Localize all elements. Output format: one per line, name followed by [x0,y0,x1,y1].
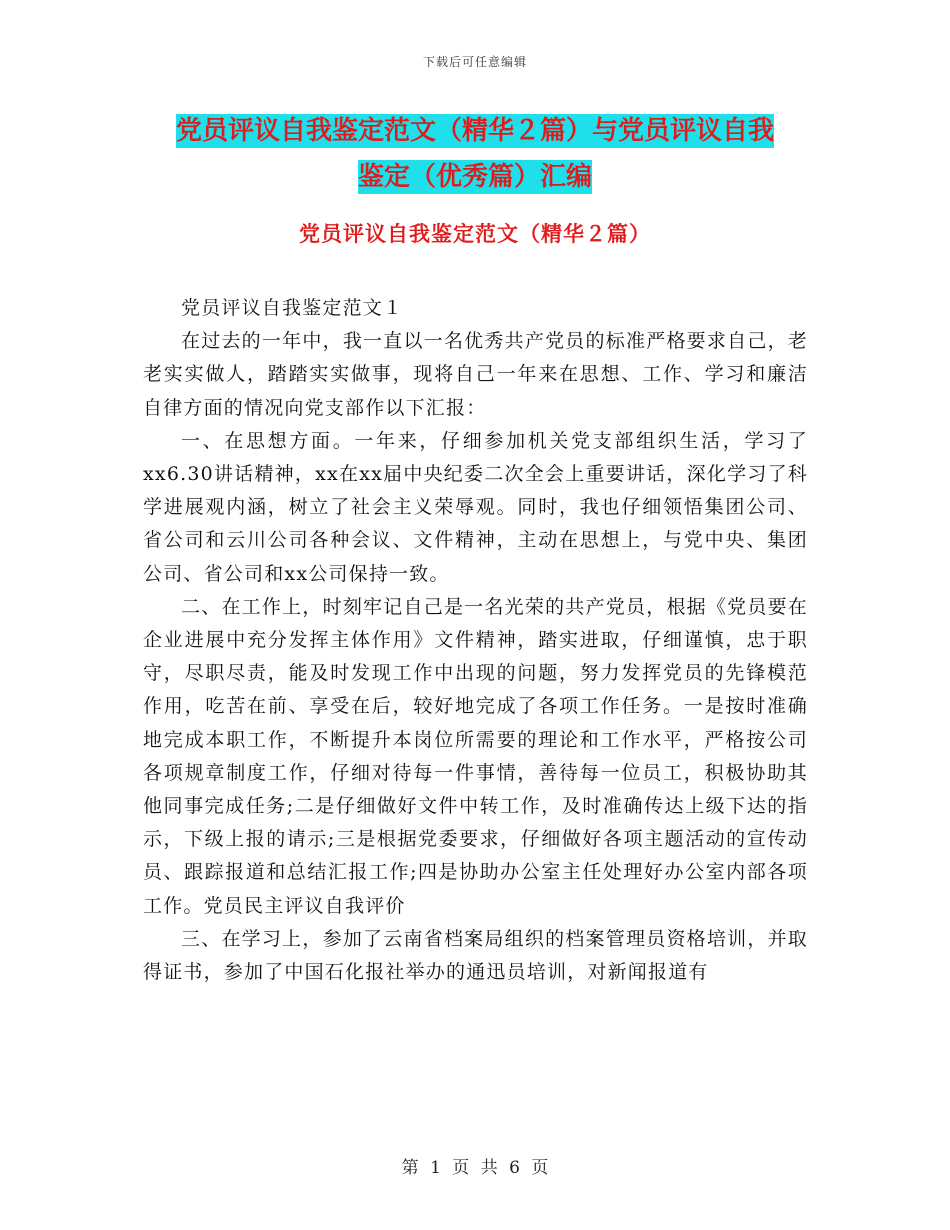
paragraph: 一、在思想方面。一年来，仔细参加机关党支部组织生活，学习了xx6.30讲话精神，xx在xx届中央纪委二次全会上重要讲话，深化学习了科学进展观内涵，树立了社会主义荣辱观。同时，我也仔细领悟集团公司、省公司和云川公司各种会议、文件精神，主动在思想上，与党中央、集团公司、省公司和xx公司保持一致。 [143,429,808,585]
paragraph: 党员评议自我鉴定范文１ [181,297,404,319]
section-title: 党员评议自我鉴定范文（精华２篇） [299,222,651,246]
page-footer: 第 1 页 共 6 页 [401,1158,549,1178]
title-line-1: 党员评议自我鉴定范文（精华２篇）与党员评议自我 [175,116,774,146]
paragraph: 三、在学习上，参加了云南省档案局组织的档案管理员资格培训，并取得证书，参加了中国石化报社举办的通迅员培训，对新闻报道有 [143,927,808,984]
title-line-2: 鉴定（优秀篇）汇编 [357,162,592,192]
paragraph: 在过去的一年中，我一直以一名优秀共产党员的标准严格要求自己，老老实实做人，踏踏实实做事，现将自己一年来在思想、工作、学习和廉洁自律方面的情况向党支部作以下汇报： [143,330,808,419]
body-text [143,292,808,989]
header-note: 下载后可任意编辑 [422,55,527,69]
paragraph: 二、在工作上，时刻牢记自己是一名光荣的共产党员，根据《党员要在企业进展中充分发挥主体作用》文件精神，踏实进取，仔细谨慎，忠于职守，尽职尽责，能及时发现工作中出现的问题，努力发挥党员的先锋模范作用，吃苦在前、享受在后，较好地完成了各项工作任务。一是按时准确地完成本职工作，不断提升本岗位所需要的理论和工作水平，严格按公司各项规章制度工作，仔细对待每一件事情，善待每一位员工，积极协助其他同事完成任务;二是仔细做好文件中转工作，及时准确传达上级下达的指示，下级上报的请示;三是根据党委要求，仔细做好各项主题活动的宣传动员、跟踪报道和总结汇报工作;四是协助办公室主任处理好办公室内部各项工作。党员民主评议自我评价 [143,595,808,917]
document-title [140,108,810,200]
